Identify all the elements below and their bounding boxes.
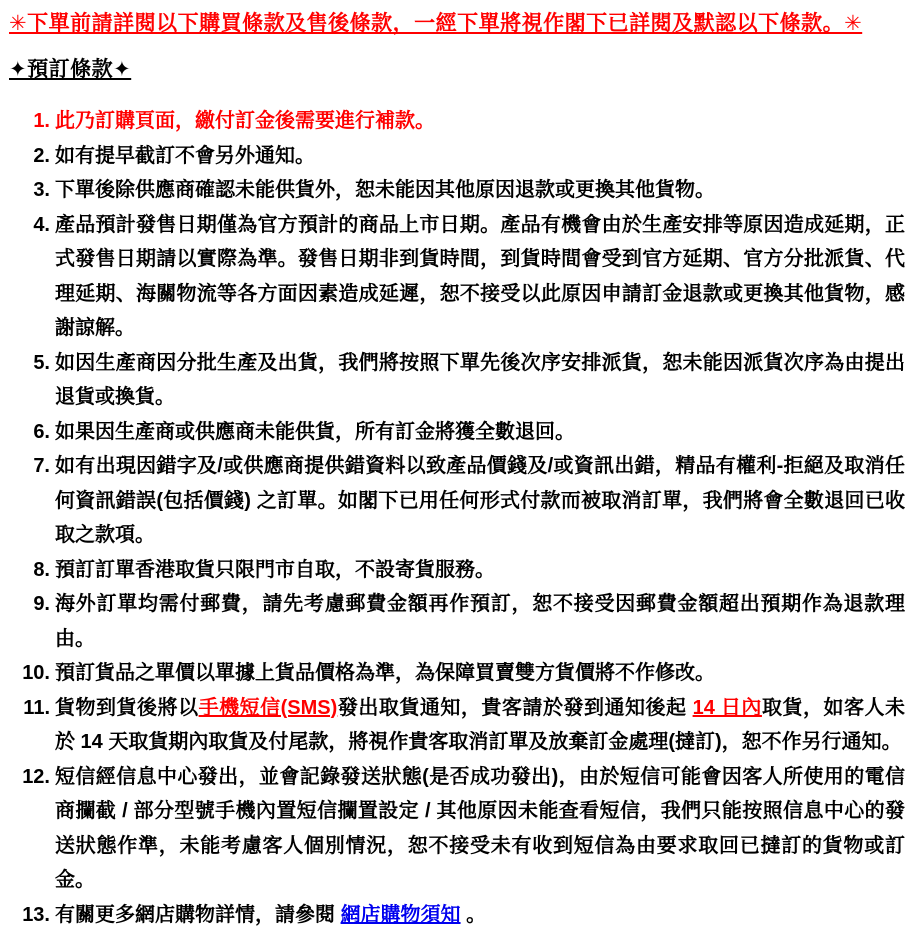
term-item-2 (9, 139, 909, 174)
term-number: 7. (33, 455, 50, 477)
term-item-8 (9, 553, 909, 588)
term-text-segment: 如果因生產商或供應商未能供貨，所有訂金將獲全數退回。 (55, 420, 575, 443)
term-text-segment: 取貨，如客人未於 14 天取貨期內取貨及付尾款，將視作貴客取消訂單及放棄訂金處理(撻訂)，恕不作另行通知。 (55, 696, 906, 753)
term-text-segment: 預訂貨品之單價以單據上貨品價格為準，為保障買賣雙方貨價將不作修改。 (55, 662, 715, 684)
term-number: 1. (33, 110, 50, 132)
terms-list (9, 104, 909, 932)
term-text (55, 904, 486, 926)
term-number: 2. (33, 144, 50, 167)
term-text-segment: 手機短信(SMS) (198, 696, 338, 719)
term-text (55, 697, 905, 754)
term-item-11 (9, 691, 909, 760)
term-item-6 (9, 415, 909, 450)
term-number: 13. (22, 903, 50, 926)
term-text-segment: 短信經信息中心發出，並會記錄發送狀態(是否成功發出)，由於短信可能會因客人所使用的電信商攔截 / 部分型號手機內置短信攔置設定 / 其他原因未能查看短信，我們只能按照信息中心的發送狀態作準，未能考慮客人個別情況，恕不接受未有收到短信為由要求取回已撻訂的貨物或訂金。 (55, 765, 905, 891)
term-text-segment: 此乃訂購頁面，繳付訂金後需要進行補款。 (55, 110, 435, 132)
term-text-segment: 有關更多網店購物詳情，請參閱 (55, 903, 341, 926)
term-text-segment: 如有提早截訂不會另外通知。 (55, 144, 315, 167)
term-number: 4. (33, 213, 50, 236)
term-number: 9. (33, 593, 50, 615)
term-item-3 (9, 173, 909, 208)
term-number: 12. (22, 765, 50, 788)
term-text (55, 593, 905, 650)
term-item-10 (9, 656, 909, 691)
term-text (55, 766, 905, 892)
term-text (55, 179, 715, 201)
pre-order-warning-header: ✳下單前請詳閱以下購買條款及售後條款，一經下單將視作閣下已詳閱及默認以下條款。✳ (9, 12, 863, 35)
term-text-segment: 如因生產商因分批生產及出貨，我們將按照下單先後次序安排派貨，恕未能因派貨次序為由提出退貨或換貨。 (55, 351, 905, 408)
term-text-segment: 發出取貨通知，貴客請於發到通知後起 (337, 696, 693, 719)
term-item-9 (9, 587, 909, 656)
term-text-segment: 。 (460, 903, 487, 926)
term-item-7 (9, 449, 909, 553)
term-number: 3. (33, 179, 50, 201)
term-text-segment: 如有出現因錯字及/或供應商提供錯資料以致產品價錢及/或資訊出錯，精品有權利-拒絕及取消任何資訊錯誤(包括價錢) 之訂單。如閣下已用任何形式付款而被取消訂單，我們將會全數退回已收取之款項。 (55, 455, 905, 546)
term-item-4 (9, 208, 909, 346)
term-item-13 (9, 898, 909, 933)
term-text (55, 110, 435, 132)
term-number: 6. (33, 420, 50, 443)
term-item-1 (9, 104, 909, 139)
term-text (55, 455, 905, 546)
term-text (55, 559, 495, 581)
term-text-segment: 下單後除供應商確認未能供貨外，恕未能因其他原因退款或更換其他貨物。 (55, 179, 715, 201)
term-text-segment: 預訂訂單香港取貨只限門市自取，不設寄貨服務。 (55, 558, 495, 581)
term-text-segment: 14 日內 (692, 696, 762, 719)
shop-guide-link[interactable]: 網店購物須知 (340, 903, 461, 926)
term-text-segment: 產品預計發售日期僅為官方預計的商品上市日期。產品有機會由於生產安排等原因造成延期，正式發售日期請以實際為準。發售日期非到貨時間，到貨時間會受到官方延期、官方分批派貨、代理延期、海關物流等各方面因素造成延遲，恕不接受以此原因申請訂金退款或更換其他貨物，感謝諒解。 (55, 213, 905, 339)
term-number: 5. (33, 351, 50, 374)
term-number: 10. (22, 662, 50, 684)
term-text (55, 662, 715, 684)
term-number: 11. (23, 696, 50, 719)
term-number: 8. (33, 558, 50, 581)
term-text (55, 214, 905, 340)
term-text-segment: 貨物到貨後將以 (55, 696, 199, 719)
term-item-5 (9, 346, 909, 415)
term-text-segment: 海外訂單均需付郵費，請先考慮郵費金額再作預訂，恕不接受因郵費金額超出預期作為退款理由。 (55, 593, 905, 650)
term-item-12 (9, 760, 909, 898)
term-text (55, 145, 315, 167)
term-text (55, 352, 905, 409)
section-title-pre-order-terms: ✦預訂條款✦ (9, 58, 132, 81)
term-text (55, 421, 575, 443)
